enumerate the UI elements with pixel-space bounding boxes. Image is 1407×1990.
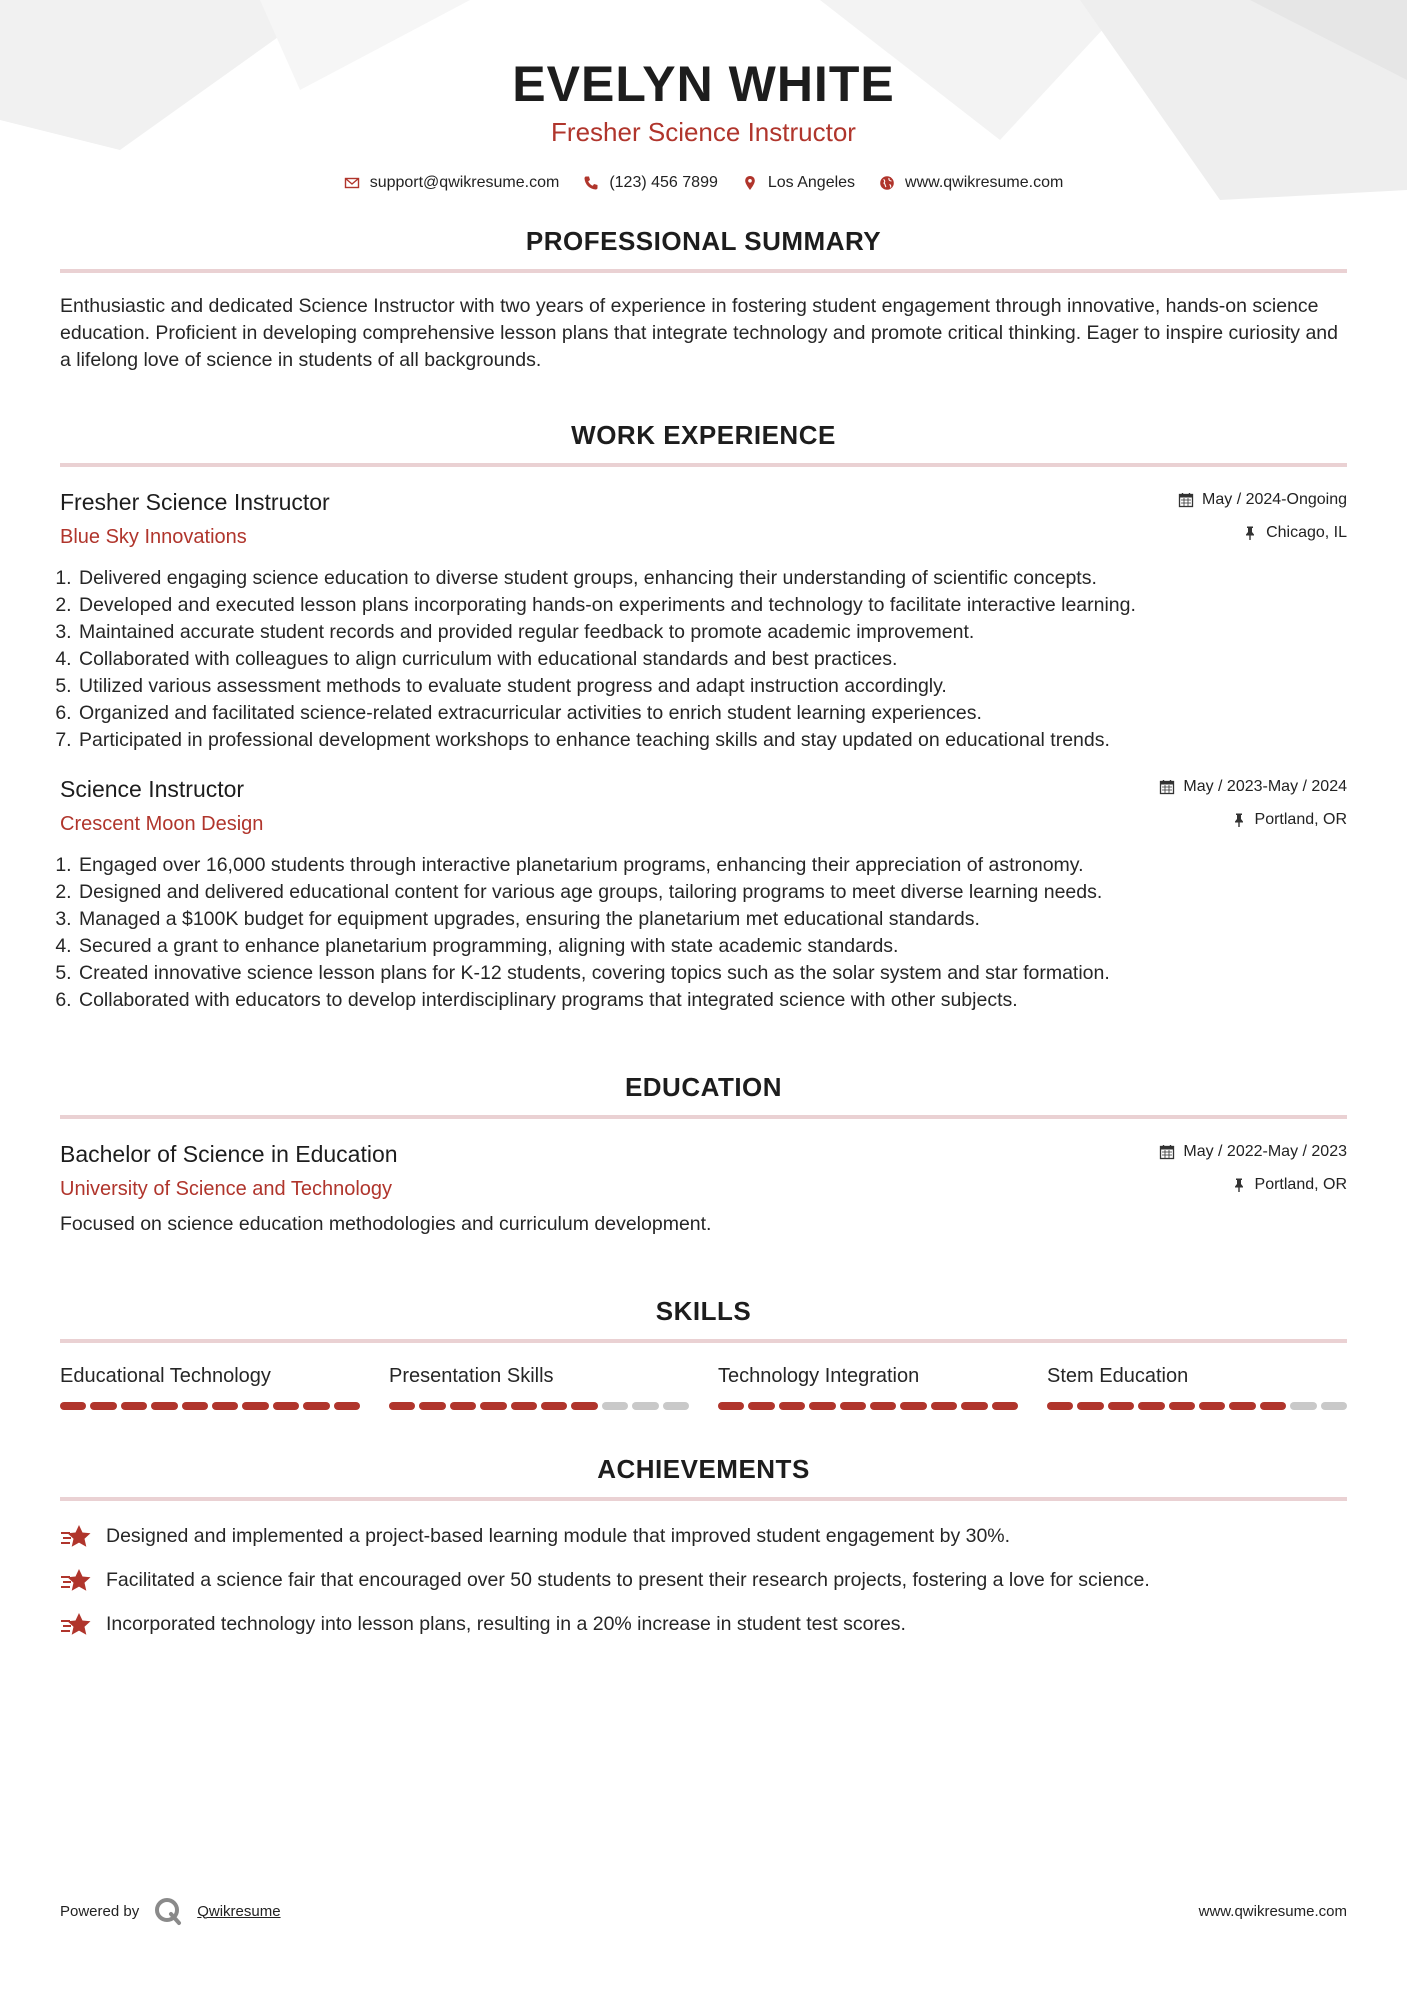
- footer-website[interactable]: www.qwikresume.com: [1198, 1902, 1347, 1920]
- contact-website-text: www.qwikresume.com: [905, 173, 1064, 191]
- skill-segment-filled: [273, 1402, 299, 1410]
- globe-icon: [879, 175, 895, 191]
- skill-segment-filled: [242, 1402, 268, 1410]
- skill-name: Educational Technology: [60, 1364, 271, 1387]
- powered-by: [60, 1896, 281, 1926]
- skill-segment-empty: [602, 1402, 628, 1410]
- achievement-item: [60, 1567, 1347, 1595]
- envelope-icon: [344, 175, 360, 191]
- achievements-section-title: ACHIEVEMENTS: [60, 1454, 1347, 1501]
- contact-email[interactable]: [344, 174, 560, 192]
- summary-section-title: PROFESSIONAL SUMMARY: [60, 226, 1347, 273]
- achievement-text: Incorporated technology into lesson plans, resulting in a 20% increase in student test scores.: [106, 1613, 906, 1635]
- skill-item: [60, 1365, 360, 1410]
- skill-segment-filled: [182, 1402, 208, 1410]
- skill-segment-filled: [511, 1402, 537, 1410]
- star-icon: [60, 1523, 92, 1551]
- skill-segment-empty: [663, 1402, 689, 1410]
- job-bullet: 7. Participated in professional development workshops to enhance teaching skills and stay updated on educational trends.: [77, 727, 1347, 754]
- job-bullet: 3. Managed a $100K budget for equipment upgrades, ensuring the planetarium met educational standards.: [77, 906, 1347, 933]
- skill-segment-filled: [541, 1402, 567, 1410]
- pushpin-icon: [1231, 1177, 1247, 1193]
- skill-segment-filled: [961, 1402, 987, 1410]
- contact-bar: [60, 174, 1347, 192]
- calendar-icon: [1159, 779, 1175, 795]
- achievements-list: [60, 1523, 1347, 1639]
- skill-segment-filled: [419, 1402, 445, 1410]
- job-bullet: 4. Secured a grant to enhance planetarium programming, aligning with state academic standards.: [77, 933, 1347, 960]
- skill-level-bar: [718, 1402, 1018, 1410]
- skill-name: Presentation Skills: [389, 1364, 554, 1387]
- job-company: Blue Sky Innovations: [60, 525, 247, 548]
- skill-segment-filled: [151, 1402, 177, 1410]
- skill-item: [718, 1365, 1018, 1410]
- achievement-text: Facilitated a science fair that encouraged over 50 students to present their research projects, fostering a love for science.: [106, 1569, 1150, 1591]
- skill-segment-filled: [121, 1402, 147, 1410]
- job-bullet: 2. Developed and executed lesson plans incorporating hands-on experiments and technology to facilitate interactive learning.: [77, 592, 1347, 619]
- skill-segment-filled: [779, 1402, 805, 1410]
- contact-phone-text: (123) 456 7899: [609, 173, 718, 191]
- skill-segment-filled: [1108, 1402, 1134, 1410]
- qwikresume-logo-icon: [153, 1896, 183, 1926]
- skill-level-bar: [389, 1402, 689, 1410]
- skill-segment-empty: [1290, 1402, 1316, 1410]
- skill-segment-filled: [571, 1402, 597, 1410]
- job-bullet: 5. Utilized various assessment methods to evaluate student progress and adapt instruction accordingly.: [77, 673, 1347, 700]
- education-date: May / 2022-May / 2023: [1183, 1142, 1347, 1160]
- contact-website[interactable]: [879, 174, 1063, 192]
- job-bullet: 6. Collaborated with educators to develop interdisciplinary programs that integrated science with other subjects.: [77, 987, 1347, 1014]
- skill-segment-filled: [480, 1402, 506, 1410]
- star-icon: [60, 1567, 92, 1595]
- map-pin-icon: [742, 175, 758, 191]
- powered-by-label: Powered by: [60, 1902, 140, 1920]
- job-bullet: 1. Engaged over 16,000 students through interactive planetarium programs, enhancing their appreciation of astronomy.: [77, 852, 1347, 879]
- skill-segment-filled: [1199, 1402, 1225, 1410]
- skill-name: Technology Integration: [718, 1364, 920, 1387]
- education-description: Focused on science education methodologies and curriculum development.: [60, 1212, 712, 1235]
- skill-segment-filled: [334, 1402, 360, 1410]
- job-location: Chicago, IL: [1266, 523, 1347, 541]
- job-date: May / 2023-May / 2024: [1183, 777, 1347, 795]
- skills-section-title: SKILLS: [60, 1296, 1347, 1343]
- degree-title: Bachelor of Science in Education: [60, 1140, 398, 1167]
- work-section-title: WORK EXPERIENCE: [60, 420, 1347, 467]
- skill-segment-filled: [900, 1402, 926, 1410]
- qwikresume-link[interactable]: Qwikresume: [197, 1902, 281, 1920]
- calendar-icon: [1159, 1144, 1175, 1160]
- skill-segment-filled: [450, 1402, 476, 1410]
- skill-segment-filled: [1138, 1402, 1164, 1410]
- education-section-title: EDUCATION: [60, 1072, 1347, 1119]
- skill-segment-filled: [840, 1402, 866, 1410]
- candidate-role: Fresher Science Instructor: [551, 116, 856, 147]
- pushpin-icon: [1231, 812, 1247, 828]
- skill-level-bar: [1047, 1402, 1347, 1410]
- summary-text: Enthusiastic and dedicated Science Instructor with two years of experience in fostering student engagement through innovative, hands-on science education. Proficient in developing comprehensive lesson plans that integrate technology and promote critical thinking. Eager to inspire curiosity and a lifelong love of science in students of all backgrounds.: [60, 294, 1338, 371]
- school-name: University of Science and Technology: [60, 1177, 393, 1200]
- skill-segment-filled: [931, 1402, 957, 1410]
- skill-item: [389, 1365, 689, 1410]
- contact-location: [742, 174, 855, 192]
- skill-segment-filled: [718, 1402, 744, 1410]
- skill-segment-filled: [1169, 1402, 1195, 1410]
- achievement-text: Designed and implemented a project-based learning module that improved student engagement by 30%.: [106, 1525, 1011, 1547]
- job-entry-1: [60, 489, 1347, 754]
- skill-segment-filled: [1229, 1402, 1255, 1410]
- contact-email-text: support@qwikresume.com: [369, 173, 560, 191]
- skill-segment-filled: [60, 1402, 86, 1410]
- skill-segment-filled: [809, 1402, 835, 1410]
- contact-location-text: Los Angeles: [767, 173, 856, 191]
- skills-list: [60, 1365, 1347, 1410]
- job-location: Portland, OR: [1254, 810, 1347, 828]
- achievement-item: [60, 1611, 1347, 1639]
- job-bullets: [60, 852, 1347, 1014]
- job-bullet: 3. Maintained accurate student records and provided regular feedback to promote academic improvement.: [77, 619, 1347, 646]
- job-date: May / 2024-Ongoing: [1202, 490, 1347, 508]
- star-icon: [60, 1611, 92, 1639]
- candidate-name: EVELYN WHITE: [512, 56, 895, 112]
- skill-segment-filled: [1260, 1402, 1286, 1410]
- education-entry: [60, 1141, 1347, 1236]
- skill-segment-filled: [389, 1402, 415, 1410]
- phone-icon: [583, 175, 599, 191]
- job-bullet: 1. Delivered engaging science education to diverse student groups, enhancing their understanding of scientific concepts.: [77, 565, 1347, 592]
- skill-segment-filled: [303, 1402, 329, 1410]
- skill-segment-empty: [1321, 1402, 1347, 1410]
- education-location: Portland, OR: [1254, 1175, 1347, 1193]
- skill-item: [1047, 1365, 1347, 1410]
- job-bullet: 6. Organized and facilitated science-related extracurricular activities to enrich student learning experiences.: [77, 700, 1347, 727]
- job-bullet: 2. Designed and delivered educational content for various age groups, tailoring programs to meet diverse learning needs.: [77, 879, 1347, 906]
- job-entry-2: [60, 776, 1347, 1014]
- achievement-item: [60, 1523, 1347, 1551]
- job-title: Fresher Science Instructor: [60, 488, 330, 515]
- skill-segment-filled: [870, 1402, 896, 1410]
- job-company: Crescent Moon Design: [60, 812, 264, 835]
- calendar-icon: [1178, 492, 1194, 508]
- skill-level-bar: [60, 1402, 360, 1410]
- skill-segment-filled: [748, 1402, 774, 1410]
- skill-segment-filled: [212, 1402, 238, 1410]
- job-bullet: 4. Collaborated with colleagues to align curriculum with educational standards and best practices.: [77, 646, 1347, 673]
- pushpin-icon: [1242, 525, 1258, 541]
- skill-segment-filled: [1077, 1402, 1103, 1410]
- contact-phone[interactable]: [583, 174, 718, 192]
- job-title: Science Instructor: [60, 775, 245, 802]
- skill-segment-empty: [632, 1402, 658, 1410]
- footer: [60, 1896, 1347, 1926]
- job-bullets: [60, 565, 1347, 754]
- skill-segment-filled: [90, 1402, 116, 1410]
- skill-segment-filled: [992, 1402, 1018, 1410]
- job-bullet: 5. Created innovative science lesson plans for K-12 students, covering topics such as the solar system and star formation.: [77, 960, 1347, 987]
- skill-segment-filled: [1047, 1402, 1073, 1410]
- skill-name: Stem Education: [1047, 1364, 1189, 1387]
